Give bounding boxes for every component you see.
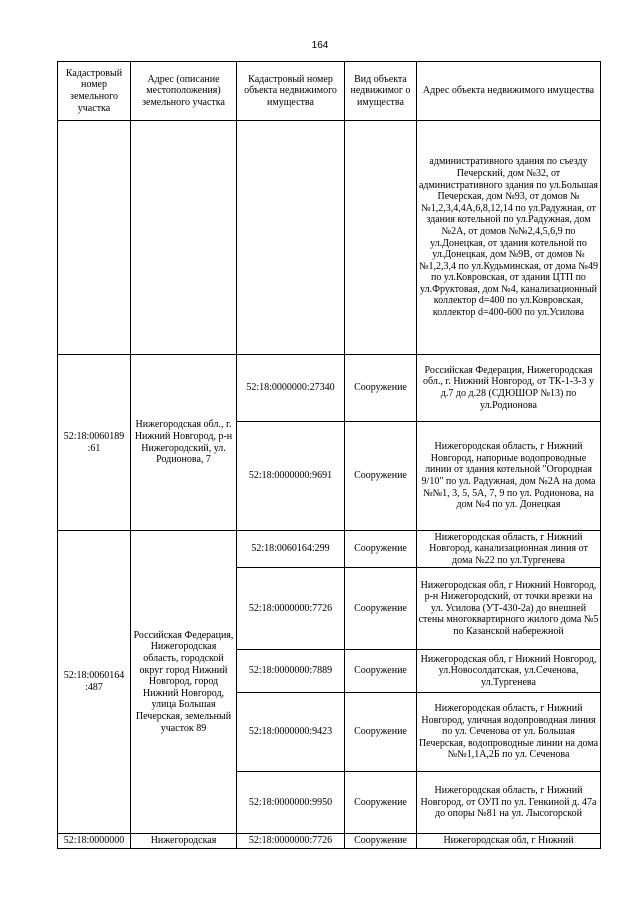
object-number-cell: 52:18:0000000:7726: [237, 834, 345, 849]
object-address-cell: Российская Федерация, Нижегородская обл., г. Нижний Новгород, от ТК-1-3-3 у д.7 до д.28 (СДЮШОР №13) по ул.Родионова: [417, 355, 601, 422]
land-number-cell: 52:18:0060189 :61: [58, 355, 131, 531]
object-number-cell: 52:18:0000000:7889: [237, 650, 345, 693]
table-row: [58, 531, 601, 568]
table-row: [58, 355, 601, 422]
land-address-cell: [131, 121, 237, 355]
header-object-type: Вид объекта недвижимог о имущества: [345, 62, 417, 121]
header-row: [58, 62, 601, 121]
object-number-cell: 52:18:0000000:27340: [237, 355, 345, 422]
object-type-cell: [345, 121, 417, 355]
object-type-cell: Сооружение: [345, 568, 417, 650]
page-number: 164: [311, 40, 329, 51]
object-type-cell: Сооружение: [345, 422, 417, 531]
table-row: [58, 121, 601, 355]
land-address-cell: Нижегородская: [131, 834, 237, 849]
header-object-address: Адрес объекта недвижимого имущества: [417, 62, 601, 121]
object-number-cell: 52:18:0000000:9423: [237, 693, 345, 772]
object-address-cell: Нижегородская область, г Нижний Новгород, канализационная линия от дома №22 по ул.Тургенева: [417, 531, 601, 568]
header-land-number: Кадастровый номер земельного участка: [58, 62, 131, 121]
object-type-cell: Сооружение: [345, 772, 417, 834]
object-number-cell: 52:18:0060164:299: [237, 531, 345, 568]
registry-table: [57, 61, 601, 849]
object-address-cell: Нижегородская обл, г Нижний: [417, 834, 601, 849]
object-type-cell: Сооружение: [345, 834, 417, 849]
object-address-cell: Нижегородская область, г Нижний Новгород, уличная водопроводная линия по ул. Сеченова от ул. Большая Печерская, водопроводные линии на дома №№1,1А,2Б по ул. Сеченова: [417, 693, 601, 772]
object-number-cell: [237, 121, 345, 355]
object-address-cell: Нижегородская обл, г Нижний Новгород, р-н Нижегородский, от точки врезки на ул. Усилова (УТ-430-2а) до внешней стены многоквартирного жилого дома №5 по Казанской набережной: [417, 568, 601, 650]
header-land-address: Адрес (описание местоположения) земельного участка: [131, 62, 237, 121]
land-address-cell: Российская Федерация, Нижегородская область, городской округ город Нижний Новгород, город Нижний Новгород, улица Большая Печерская, земельный участок 89: [131, 531, 237, 834]
object-address-cell: административного здания по съезду Печерский, дом №32, от административного здания по ул.Большая Печерская, дом №93, от домов №№1,2,3,4,4А,6,8,12,14 по ул.Радужная, от здания котельной по ул.Радужная, дом №2А, от домов №№2,4,5,6,9 по ул.Донецкая, от здания котельной по ул.Донецкая, дом №9В, от домов №№1,2,3,4 по ул.Кудьминская, от дома №49 по ул.Ковровская, от здания ЦТП по ул.Фруктовая, дом №4, канализационный коллектор d=400 по ул.Ковровская, коллектор d=400-600 по ул.Усилова: [417, 121, 601, 355]
land-number-cell: 52:18:0060164 :487: [58, 531, 131, 834]
land-number-cell: [58, 121, 131, 355]
object-type-cell: Сооружение: [345, 355, 417, 422]
table-row: [58, 834, 601, 849]
object-type-cell: Сооружение: [345, 650, 417, 693]
object-number-cell: 52:18:0000000:9950: [237, 772, 345, 834]
object-address-cell: Нижегородская обл, г Нижний Новгород, ул.Новосолдатская, ул.Сеченова, ул.Тургенева: [417, 650, 601, 693]
object-address-cell: Нижегородская область, г Нижний Новгород, напорные водопроводные линии от здания котельной "Огородная 9/10" по ул. Радужная, дом №2А на дома №№1, 3, 5, 5А, 7, 9 по ул. Родионова, на дом №4 по ул. Донецкая: [417, 422, 601, 531]
land-address-cell: Нижегородская обл., г. Нижний Новгород, р-н Нижегородский, ул. Родионова, 7: [131, 355, 237, 531]
object-type-cell: Сооружение: [345, 693, 417, 772]
object-number-cell: 52:18:0000000:9691: [237, 422, 345, 531]
object-type-cell: Сооружение: [345, 531, 417, 568]
object-number-cell: 52:18:0000000:7726: [237, 568, 345, 650]
object-address-cell: Нижегородская область, г Нижний Новгород, от ОУП по ул. Генкиной д. 47а до опоры №81 на ул. Лысогорской: [417, 772, 601, 834]
header-object-number: Кадастровый номер объекта недвижимого имущества: [237, 62, 345, 121]
land-number-cell: 52:18:0000000: [58, 834, 131, 849]
